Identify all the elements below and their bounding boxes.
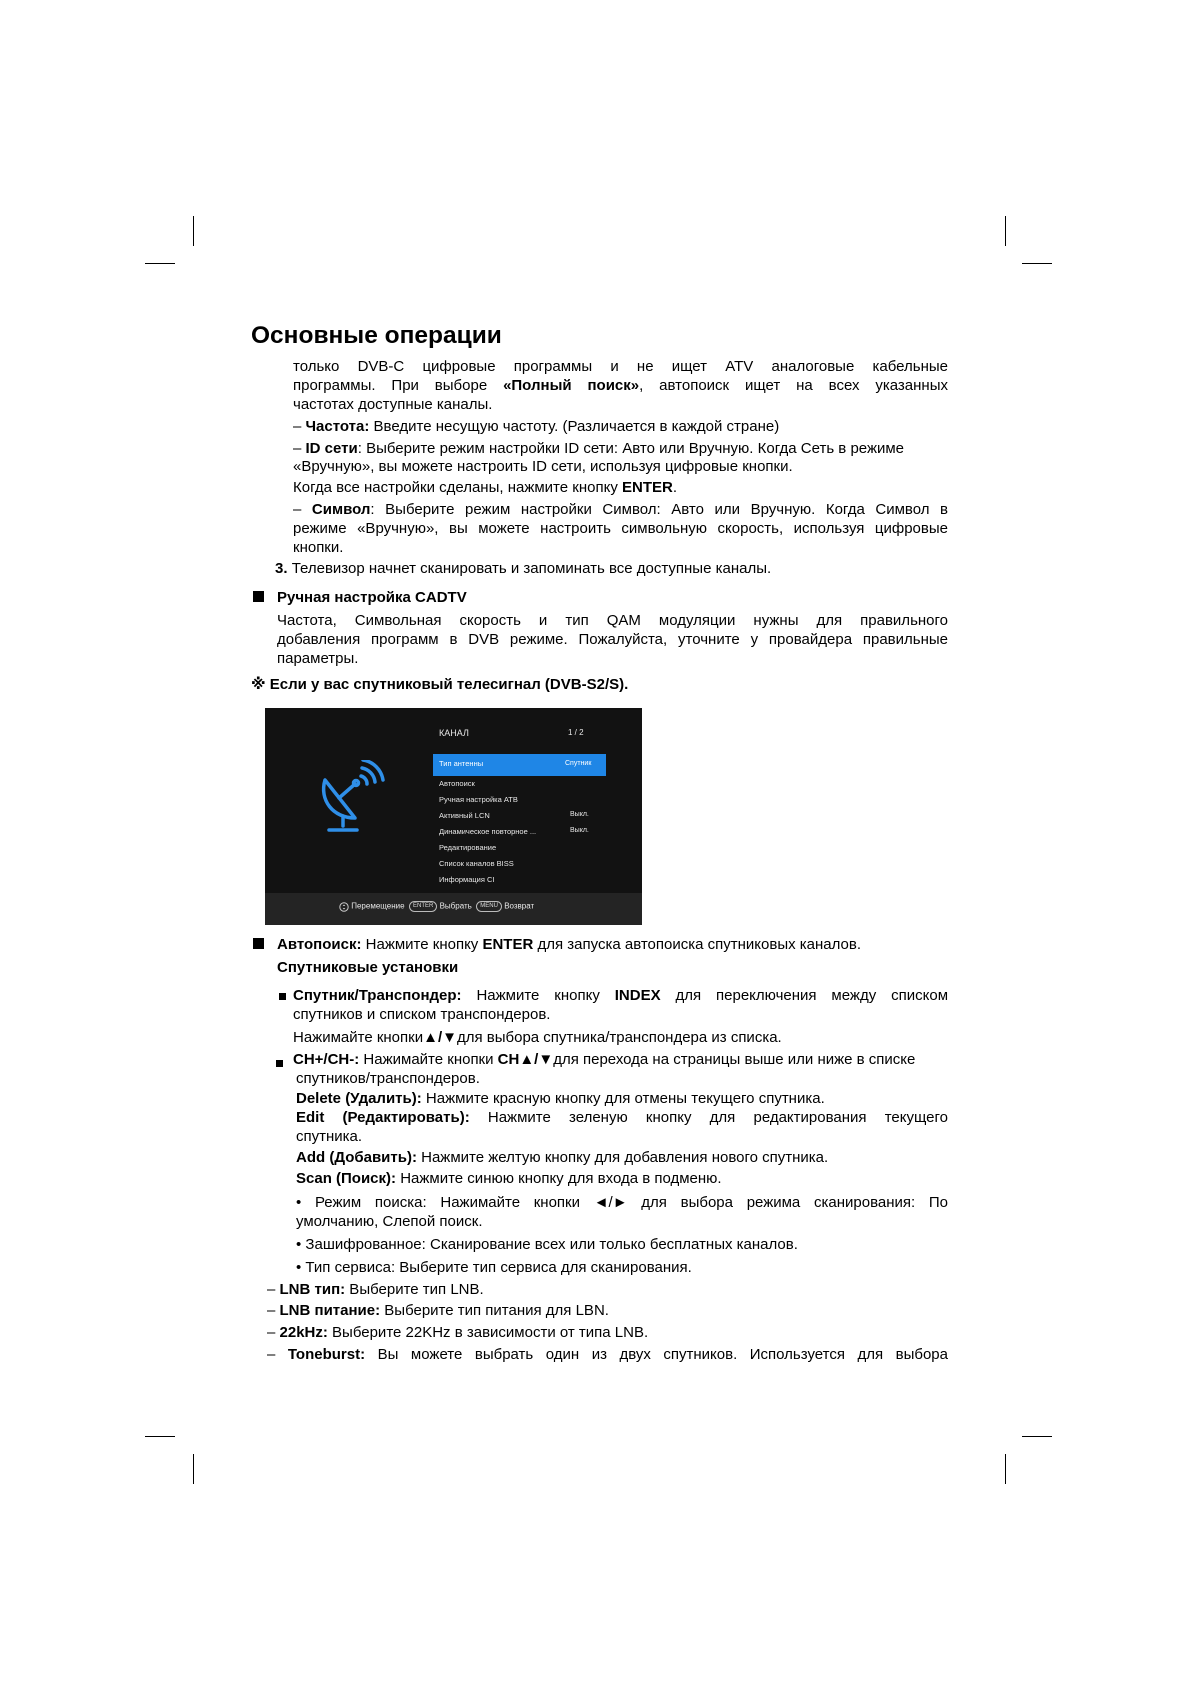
cadtv-heading: Ручная настройка CADTV: [277, 589, 467, 606]
satellite-settings-heading: Спутниковые установки: [277, 959, 459, 976]
crop-mark: [193, 216, 194, 246]
paragraph-line: спутника.: [296, 1128, 363, 1145]
paragraph-line: параметры.: [277, 650, 359, 667]
menu-key-icon: MENU: [476, 901, 502, 912]
frequency-line: – Частота: Введите несущую частоту. (Различается в каждой стране): [293, 418, 780, 435]
paragraph-line: частотах доступные каналы.: [293, 396, 493, 413]
search-mode-line: • Режим поиска: Нажимайте кнопки ◄/► для выбора режима сканирования: По: [296, 1194, 948, 1211]
bullet-square: [253, 591, 264, 602]
lnb-type-line: – LNB тип: Выберите тип LNB.: [267, 1281, 484, 1298]
bullet-small-square: [279, 993, 286, 1000]
crop-mark: [1022, 1436, 1052, 1437]
crop-mark: [1005, 1454, 1006, 1484]
paragraph-line: только DVB-C цифровые программы и не ищет ATV аналоговые кабельные: [293, 358, 948, 375]
toneburst-line: – Toneburst: Вы можете выбрать один из двух спутников. Используется для выбора: [267, 1346, 948, 1363]
network-id-line: – ID сети: Выберите режим настройки ID сети: Авто или Вручную. Когда Сеть в режиме: [293, 440, 905, 457]
paragraph-line: кнопки.: [293, 539, 344, 556]
paragraph-line: добавления программ в DVB режиме. Пожалуйста, уточните у провайдера правильные: [277, 631, 948, 648]
crop-mark: [145, 1436, 175, 1437]
menu-page-indicator: 1 / 2: [568, 728, 584, 737]
menu-item-label[interactable]: Тип антенны: [439, 759, 484, 768]
paragraph-line: «Вручную», вы можете настроить ID сети, используя цифровые кнопки.: [293, 458, 793, 475]
crop-mark: [1005, 216, 1006, 246]
navigate-icon: [339, 902, 349, 912]
paragraph-line: Частота, Символьная скорость и тип QAM модуляции нужны для правильного: [277, 612, 948, 629]
paragraph-line: режиме «Вручную», вы можете настроить символьную скорость, используя цифровые: [293, 520, 948, 537]
enter-line: Когда все настройки сделаны, нажмите кнопку ENTER.: [293, 479, 677, 496]
bullet-square: [253, 938, 264, 949]
enter-key-icon: ENTER: [409, 901, 437, 912]
service-type-line: • Тип сервиса: Выберите тип сервиса для сканирования.: [296, 1259, 692, 1276]
ch-line: CH+/CH-: Нажимайте кнопки CH▲/▼для перехода на страницы выше или ниже в списке: [293, 1051, 916, 1068]
menu-item-label[interactable]: Ручная настройка АТВ: [439, 795, 518, 804]
tv-menu-screenshot: [265, 708, 642, 925]
satellite-transponder-line: Спутник/Транспондер: Нажмите кнопку INDEX для переключения между списком: [293, 987, 949, 1004]
menu-item-label[interactable]: Активный LCN: [439, 811, 490, 820]
menu-item-label[interactable]: Динамическое повторное ...: [439, 827, 537, 836]
22khz-line: – 22kHz: Выберите 22KHz в зависимости от типа LNB.: [267, 1324, 649, 1341]
page-title: Основные операции: [251, 322, 502, 349]
step-3: 3. Телевизор начнет сканировать и запоминать все доступные каналы.: [275, 560, 772, 577]
paragraph-line: спутников/транспондеров.: [296, 1070, 480, 1087]
autosearch-line: Автопоиск: Нажмите кнопку ENTER для запуска автопоиска спутниковых каналов.: [277, 936, 862, 953]
edit-line: Edit (Редактировать): Нажмите зеленую кнопку для редактирования текущего: [296, 1109, 948, 1126]
menu-item-label[interactable]: Автопоиск: [439, 779, 475, 788]
crop-mark: [145, 263, 175, 264]
paragraph-line: программы. При выборе «Полный поиск», автопоиск ищет на всех указанных: [293, 377, 948, 394]
menu-item-label[interactable]: Список каналов BISS: [439, 859, 514, 868]
scan-line: Scan (Поиск): Нажмите синюю кнопку для входа в подменю.: [296, 1170, 722, 1187]
footer-hints: Перемещение ENTER Выбрать MENU Возврат: [339, 901, 534, 912]
satellite-note: ※ Если у вас спутниковый телесигнал (DVB-S2/S).: [251, 676, 629, 693]
menu-item-value: Выкл.: [570, 811, 589, 818]
menu-item-value: Спутник: [565, 760, 592, 767]
paragraph-line: умолчанию, Слепой поиск.: [296, 1213, 483, 1230]
menu-item-label[interactable]: Информация CI: [439, 875, 495, 884]
bullet-small-square: [276, 1060, 283, 1067]
menu-title: КАНАЛ: [439, 728, 469, 738]
crop-mark: [1022, 263, 1052, 264]
paragraph-line: спутников и списком транспондеров.: [293, 1006, 551, 1023]
crop-mark: [193, 1454, 194, 1484]
menu-item-label[interactable]: Редактирование: [439, 843, 497, 852]
satellite-dish-icon: [315, 760, 395, 840]
lnb-power-line: – LNB питание: Выберите тип питания для LBN.: [267, 1302, 609, 1319]
menu-item-value: Выкл.: [570, 827, 589, 834]
paragraph-line: Нажимайте кнопки▲/▼для выбора спутника/транспондера из списка.: [293, 1029, 782, 1046]
encrypted-line: • Зашифрованное: Сканирование всех или только бесплатных каналов.: [296, 1236, 798, 1253]
add-line: Add (Добавить): Нажмите желтую кнопку для добавления нового спутника.: [296, 1149, 829, 1166]
delete-line: Delete (Удалить): Нажмите красную кнопку для отмены текущего спутника.: [296, 1090, 825, 1107]
symbol-line: – Символ: Выберите режим настройки Символ: Авто или Вручную. Когда Символ в: [293, 501, 948, 518]
